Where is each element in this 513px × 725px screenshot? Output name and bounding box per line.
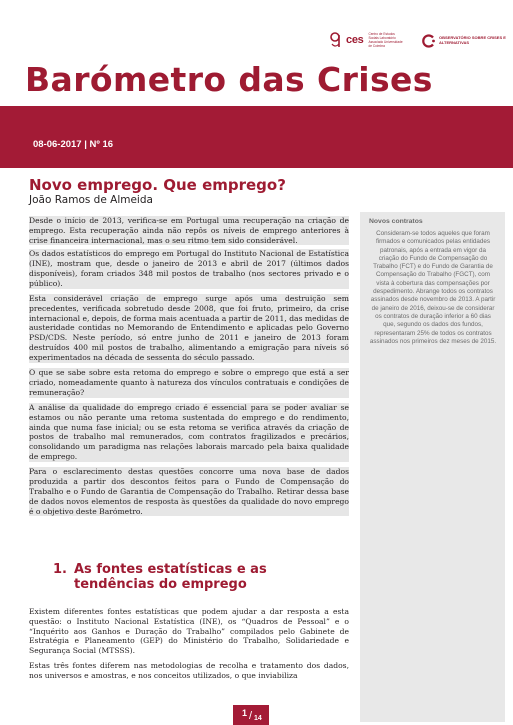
sidebar-title: Novos contratos (369, 218, 423, 225)
ces-mark-icon (330, 32, 343, 48)
paragraph: A análise da qualidade do emprego criado é essencial para se poder avaliar se estamos ou não perante uma retoma sustentada do emprego e do rendimento, ainda que numa fase inicial; ou se esta retoma se verifica através da criação de postos de trabalho mal remunerados, com contratos fragilizados e precários, consolidando um paradigma nas relações laborais marcado pela baixa qualidade de emprego. (29, 403, 349, 462)
paragraph: Existem diferentes fontes estatísticas que podem ajudar a dar resposta a esta questão: o Instituto Nacional Estatística (INE), os “Quadros de Pessoal” e o “Inquérito aos Ganhos e Duração do Trabalho” compilados pelo Gabinete de Estratégia e Planeamento (GEP) do Ministério do Trabalho, Solidariedade e Segurança Social (MTSSS). (29, 607, 349, 656)
section-title: As fontes estatísticas e as tendências do emprego (74, 562, 267, 592)
section-heading (53, 562, 344, 592)
article-title: Novo emprego. Que emprego? (29, 176, 286, 194)
observatory-logo (422, 33, 509, 47)
issue-info: 08-06-2017 | Nº 16 (33, 139, 114, 150)
paragraph: Esta considerável criação de emprego surge após uma destruição sem precedentes, verificada sobretudo desde 2008, que foi fruto, primeiro, da crise internacional e, depois, de forma mais acentuada a partir de 2011, das medidas de austeridade contidas no Memorando de Entendimento e aplicadas pelo Governo PSD/CDS. Neste período, só entre junho de 2011 e janeiro de 2013 foram destruídos 400 mil postos de trabalho, alimentando a emigração para níveis só experimentados na década de sessenta do século passado. (29, 294, 349, 362)
article-body (29, 216, 349, 522)
section-body (29, 607, 349, 687)
ces-logo-subtitle: Centro de Estudos Sociais Laboratório Associado Universidade de Coimbra (368, 32, 403, 48)
ces-logo (330, 32, 404, 48)
paragraph: O que se sabe sobre esta retoma do emprego e sobre o emprego que está a ser criado, nomeadamente quanto à natureza dos vínculos contratuais e condições de remuneração? (29, 368, 349, 397)
page-current: 1 (242, 708, 248, 718)
sidebar-text: Consideram-se todos aqueles que foram firmados e comunicados pelas entidades patronais, após a entrada em vigor da criação do Fundo de Compensação do Trabalho (FCT) e do Fundo de Garantia de Compensação do Trabalho (FGCT), com vista à cobertura das compensações por despedimento. Abrange todos os contratos assinados desde novembro de 2013. A partir de janeiro de 2016, deixou-se de considerar os contratos de duração inferior a 60 dias que, segundo os dados dos fundos, representaram 25% de todos os contratos assinados nos primeiros dez meses de 2015. (369, 230, 497, 345)
sidebar-box (360, 212, 505, 722)
article-author: João Ramos de Almeida (29, 194, 153, 206)
header-band (0, 106, 513, 168)
page-number (233, 705, 269, 725)
page-separator: / (249, 710, 253, 722)
paragraph: Estas três fontes diferem nas metodologias de recolha e tratamento dos dados, nos universos e amostras, e nos conceitos utilizados, o que inviabiliza (29, 661, 349, 681)
section-number: 1. (53, 562, 67, 577)
page-total: 14 (254, 715, 262, 722)
observatory-mark-icon (422, 33, 436, 47)
paragraph: Desde o início de 2013, verifica-se em Portugal uma recuperação na criação de emprego. Esta recuperação ainda não repôs os níveis de emprego anteriores à crise financeira internacional, mas o seu ritmo tem sido considerável. (29, 216, 349, 245)
observatory-logo-text: OBSERVATÓRIO SOBRE CRISES E ALTERNATIVAS (439, 35, 506, 45)
paragraph: Os dados estatísticos do emprego em Portugal do Instituto Nacional de Estatística (INE), mostram que, desde o janeiro de 2013 e abril de 2017 (últimos dados disponíveis), foram criados 348 mil postos de trabalho (nos sectores privado e o público). (29, 249, 349, 288)
paragraph: Para o esclarecimento destas questões concorre uma nova base de dados produzida a partir dos descontos feitos para o Fundo de Compensação do Trabalho e o Fundo de Garantia de Compensação do Trabalho. Retirar dessa base de dados novos elementos de resposta às questões da qualidade do novo emprego é o objetivo deste Barómetro. (29, 467, 349, 516)
publication-title: Barómetro das Crises (25, 60, 433, 99)
ces-logo-text: ces (346, 34, 364, 46)
